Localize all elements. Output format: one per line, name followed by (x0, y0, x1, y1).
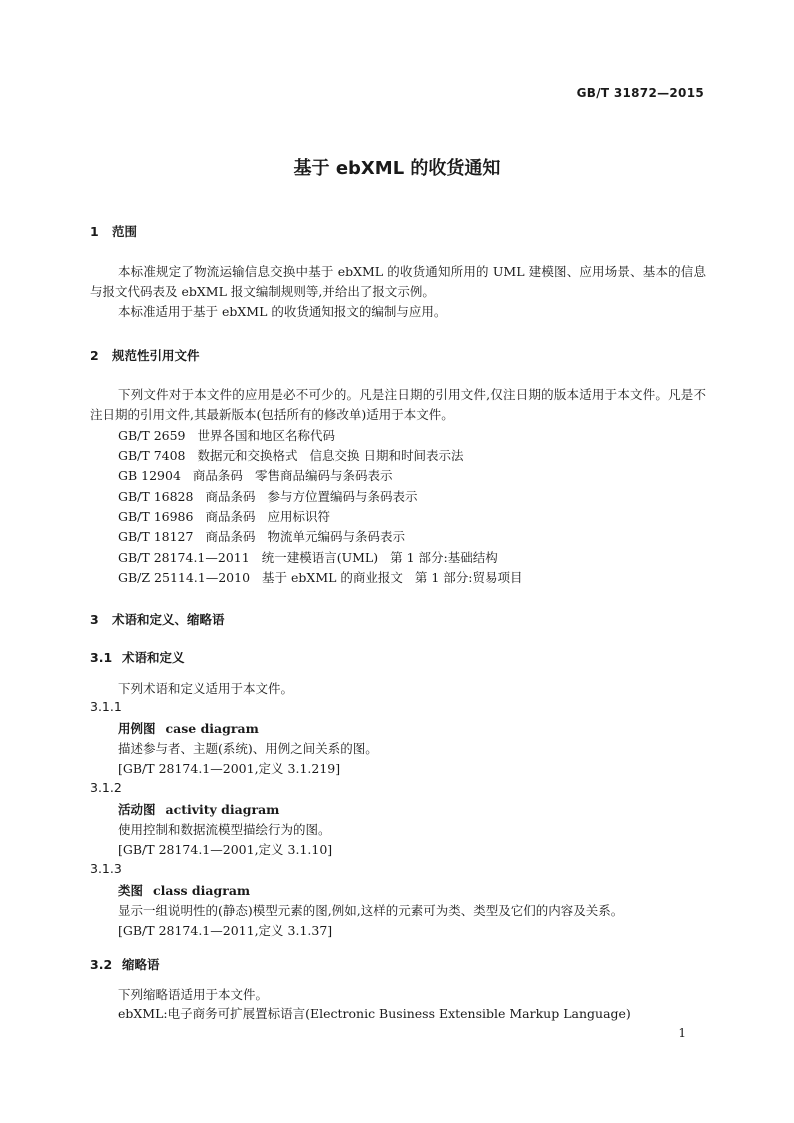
reference-code: GB/T 2659 (118, 428, 186, 443)
section-number: 1 (90, 224, 99, 239)
abbreviation-item: ebXML:电子商务可扩展置标语言(Electronic Business Extensible Markup Language) (118, 1006, 631, 1021)
reference-subtitle: 第 1 部分:贸易项目 (414, 570, 523, 585)
subsection-title: 术语和定义 (122, 650, 185, 665)
scope-paragraph-1: 本标准规定了物流运输信息交换中基于 ebXML 的收货通知所用的 UML 建模图、应用场景、基本的信息与报文代码表及 ebXML 报文编制规则等,并给出了报文示例。 (90, 264, 706, 299)
term-heading (118, 800, 279, 818)
term-source: [GB/T 28174.1—2001,定义 3.1.10] (118, 842, 333, 857)
reference-code: GB/T 16828 (118, 489, 194, 504)
section-3-heading (90, 610, 225, 628)
reference-item (118, 426, 347, 444)
section-number: 2 (90, 348, 99, 363)
term-zh: 用例图 (118, 721, 156, 736)
term-en: activity diagram (165, 802, 280, 817)
reference-subtitle: 第 1 部分:基础结构 (390, 550, 498, 565)
reference-item (118, 446, 464, 464)
reference-code: GB/T 16986 (118, 509, 194, 524)
subsection-title: 缩略语 (122, 957, 160, 972)
section-title: 术语和定义、缩略语 (112, 612, 225, 627)
term-clause-number: 3.1.2 (90, 780, 122, 795)
subsection-3-1-heading (90, 648, 185, 666)
reference-title: 基于 ebXML 的商业报文 (262, 570, 403, 585)
term-clause-number: 3.1.1 (90, 699, 122, 714)
term-en: case diagram (165, 721, 259, 736)
reference-title: 商品条码 (205, 509, 256, 524)
section-number: 3 (90, 612, 99, 627)
section-1-heading (90, 222, 137, 240)
reference-code: GB/T 7408 (118, 448, 186, 463)
reference-item (118, 507, 330, 525)
reference-code: GB/Z 25114.1—2010 (118, 570, 251, 585)
reference-item (118, 466, 392, 484)
reference-code: GB/T 18127 (118, 529, 194, 544)
page-number: 1 (678, 1026, 686, 1040)
term-definition: 描述参与者、主题(系统)、用例之间关系的图。 (118, 741, 378, 756)
reference-subtitle: 应用标识符 (267, 509, 330, 524)
term-en: class diagram (153, 883, 251, 898)
reference-code: GB 12904 (118, 468, 181, 483)
reference-item (118, 548, 498, 566)
term-source: [GB/T 28174.1—2001,定义 3.1.219] (118, 761, 341, 776)
reference-item (118, 568, 523, 586)
reference-title: 商品条码 (192, 468, 243, 483)
term-zh: 类图 (118, 883, 144, 898)
term-definition: 显示一组说明性的(静态)模型元素的图,例如,这样的元素可为类、类型及它们的内容及关系。 (118, 903, 624, 918)
reference-subtitle: 物流单元编码与条码表示 (267, 529, 405, 544)
term-zh: 活动图 (118, 802, 156, 817)
terms-intro: 下列术语和定义适用于本文件。 (118, 681, 294, 696)
section-title: 规范性引用文件 (112, 348, 200, 363)
subsection-number: 3.2 (90, 957, 113, 972)
reference-item (118, 527, 405, 545)
section-title: 范围 (112, 224, 138, 239)
term-definition: 使用控制和数据流模型描绘行为的图。 (118, 822, 331, 837)
section-2-heading (90, 346, 200, 364)
document-title: 基于 ebXML 的收货通知 (293, 158, 501, 179)
reference-item (118, 487, 418, 505)
reference-title: 世界各国和地区名称代码 (197, 428, 336, 443)
reference-title: 商品条码 (205, 529, 256, 544)
scope-paragraph-2: 本标准适用于基于 ebXML 的收货通知报文的编制与应用。 (118, 304, 447, 319)
reference-title: 数据元和交换格式 (197, 448, 298, 463)
reference-subtitle: 零售商品编码与条码表示 (254, 468, 393, 483)
reference-subtitle: 信息交换 日期和时间表示法 (309, 448, 464, 463)
term-clause-number: 3.1.3 (90, 861, 122, 876)
abbreviations-intro: 下列缩略语适用于本文件。 (118, 987, 269, 1002)
reference-title: 统一建模语言(UML) (261, 550, 379, 565)
subsection-number: 3.1 (90, 650, 113, 665)
reference-subtitle: 参与方位置编码与条码表示 (267, 489, 418, 504)
standard-code: GB/T 31872—2015 (576, 86, 704, 100)
term-heading (118, 881, 250, 899)
term-source: [GB/T 28174.1—2011,定义 3.1.37] (118, 923, 333, 938)
reference-code: GB/T 28174.1—2011 (118, 550, 250, 565)
subsection-3-2-heading (90, 955, 160, 973)
references-intro: 下列文件对于本文件的应用是必不可少的。凡是注日期的引用文件,仅注日期的版本适用于本文件。凡是不注日期的引用文件,其最新版本(包括所有的修改单)适用于本文件。 (90, 387, 706, 422)
reference-title: 商品条码 (205, 489, 256, 504)
term-heading (118, 719, 259, 737)
